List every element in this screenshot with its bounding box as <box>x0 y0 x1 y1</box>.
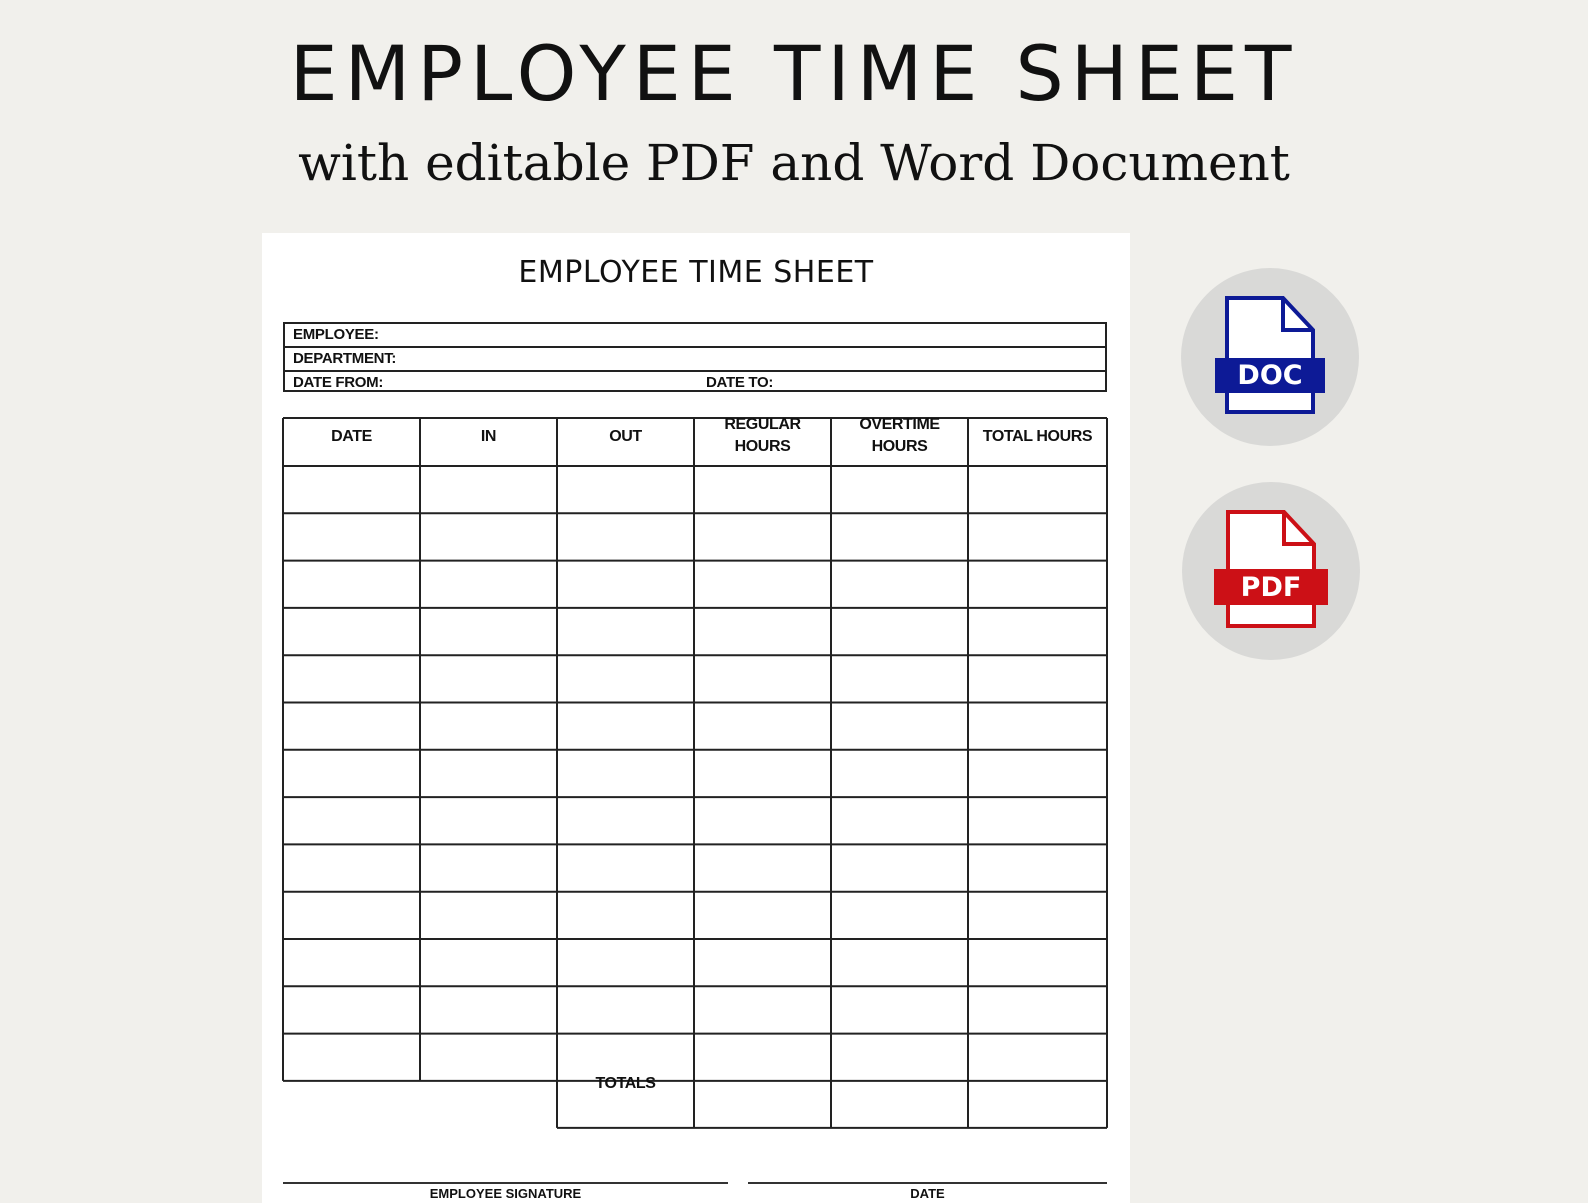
table-cell[interactable] <box>284 987 419 1032</box>
table-cell[interactable] <box>284 940 419 985</box>
employee-signature-label: EMPLOYEE SIGNATURE <box>429 1186 582 1201</box>
table-cell[interactable] <box>558 845 693 890</box>
col-header-overtime-line1: OVERTIME <box>859 416 940 433</box>
table-cell[interactable] <box>832 656 967 701</box>
department-label: DEPARTMENT: <box>293 350 397 367</box>
employee-label: EMPLOYEE: <box>293 326 379 343</box>
table-cell[interactable] <box>284 656 419 701</box>
totals-cell[interactable] <box>832 1082 967 1127</box>
table-cell[interactable] <box>421 1035 556 1080</box>
table-cell[interactable] <box>969 467 1106 512</box>
table-cell[interactable] <box>695 987 830 1032</box>
table-cell[interactable] <box>969 893 1106 938</box>
signature-date-line[interactable] <box>748 1182 1107 1184</box>
col-header-regular-line2: HOURS <box>734 438 791 455</box>
table-cell[interactable] <box>969 987 1106 1032</box>
table-cell[interactable] <box>969 751 1106 796</box>
table-cell[interactable] <box>832 467 967 512</box>
table-cell[interactable] <box>832 562 967 607</box>
table-cell[interactable] <box>695 893 830 938</box>
table-cell[interactable] <box>695 798 830 843</box>
table-cell[interactable] <box>832 609 967 654</box>
table-cell[interactable] <box>421 845 556 890</box>
table-cell[interactable] <box>284 893 419 938</box>
table-cell[interactable] <box>558 893 693 938</box>
table-cell[interactable] <box>832 1035 967 1080</box>
table-cell[interactable] <box>421 656 556 701</box>
table-cell[interactable] <box>695 751 830 796</box>
table-cell[interactable] <box>832 893 967 938</box>
col-header-in: IN <box>480 428 497 445</box>
table-cell[interactable] <box>558 467 693 512</box>
table-cell[interactable] <box>695 467 830 512</box>
table-cell[interactable] <box>284 1035 419 1080</box>
table-cell[interactable] <box>969 1035 1106 1080</box>
table-cell[interactable] <box>695 562 830 607</box>
table-cell[interactable] <box>284 467 419 512</box>
timesheet-page <box>262 233 1130 1203</box>
table-cell[interactable] <box>284 514 419 559</box>
table-cell[interactable] <box>558 514 693 559</box>
table-cell[interactable] <box>695 1035 830 1080</box>
table-cell[interactable] <box>832 798 967 843</box>
table-cell[interactable] <box>832 987 967 1032</box>
table-cell[interactable] <box>421 940 556 985</box>
date-to-label: DATE TO: <box>706 374 774 391</box>
hero-subtitle: with editable PDF and Word Document <box>298 134 1290 192</box>
table-cell[interactable] <box>695 656 830 701</box>
col-header-regular-hours <box>694 414 831 458</box>
table-cell[interactable] <box>421 751 556 796</box>
table-cell[interactable] <box>695 704 830 749</box>
table-cell[interactable] <box>832 751 967 796</box>
totals-label: TOTALS <box>595 1075 656 1092</box>
col-header-date: DATE <box>331 428 372 445</box>
table-cell[interactable] <box>558 1035 693 1080</box>
table-cell[interactable] <box>969 798 1106 843</box>
table-cell[interactable] <box>695 940 830 985</box>
date-from-label: DATE FROM: <box>293 374 384 391</box>
table-cell[interactable] <box>421 893 556 938</box>
time-table-grid <box>262 233 1130 1203</box>
table-cell[interactable] <box>832 845 967 890</box>
table-cell[interactable] <box>695 514 830 559</box>
doc-badge-label: DOC <box>1237 360 1303 391</box>
table-cell[interactable] <box>421 609 556 654</box>
table-cell[interactable] <box>558 798 693 843</box>
table-cell[interactable] <box>284 609 419 654</box>
table-cell[interactable] <box>284 798 419 843</box>
table-cell[interactable] <box>969 704 1106 749</box>
col-header-total-hours: TOTAL HOURS <box>982 428 1093 445</box>
table-cell[interactable] <box>558 987 693 1032</box>
pdf-badge-label: PDF <box>1240 572 1302 603</box>
table-cell[interactable] <box>969 845 1106 890</box>
table-cell[interactable] <box>832 704 967 749</box>
hero-title: EMPLOYEE TIME SHEET <box>289 29 1299 118</box>
table-cell[interactable] <box>558 609 693 654</box>
table-cell[interactable] <box>558 704 693 749</box>
table-cell[interactable] <box>558 562 693 607</box>
signature-date-label: DATE <box>910 1186 945 1201</box>
table-cell[interactable] <box>969 656 1106 701</box>
table-cell[interactable] <box>558 751 693 796</box>
col-header-out: OUT <box>609 428 642 445</box>
table-cell[interactable] <box>421 704 556 749</box>
employee-signature-line[interactable] <box>283 1182 728 1184</box>
doc-badge[interactable] <box>1181 268 1359 446</box>
table-cell[interactable] <box>421 987 556 1032</box>
table-cell[interactable] <box>421 514 556 559</box>
sheet-title: EMPLOYEE TIME SHEET <box>518 255 874 290</box>
table-cell[interactable] <box>969 940 1106 985</box>
totals-cell[interactable] <box>969 1082 1106 1127</box>
col-header-overtime-line2: HOURS <box>871 438 928 455</box>
pdf-badge[interactable] <box>1182 482 1360 660</box>
table-cell[interactable] <box>421 798 556 843</box>
col-header-overtime-hours <box>831 414 968 458</box>
table-cell[interactable] <box>284 845 419 890</box>
table-cell[interactable] <box>695 609 830 654</box>
table-cell[interactable] <box>832 514 967 559</box>
table-cell[interactable] <box>558 940 693 985</box>
table-cell[interactable] <box>969 609 1106 654</box>
table-cell[interactable] <box>695 845 830 890</box>
col-header-regular-line1: REGULAR <box>724 416 801 433</box>
table-cell[interactable] <box>284 704 419 749</box>
table-cell[interactable] <box>284 751 419 796</box>
table-cell[interactable] <box>969 514 1106 559</box>
pdf-file-icon <box>1182 482 1360 660</box>
table-cell[interactable] <box>284 562 419 607</box>
table-cell[interactable] <box>421 467 556 512</box>
doc-file-icon <box>1181 268 1359 446</box>
table-cell[interactable] <box>969 562 1106 607</box>
totals-cell[interactable] <box>695 1082 830 1127</box>
table-cell[interactable] <box>421 562 556 607</box>
table-cell[interactable] <box>832 940 967 985</box>
table-cell[interactable] <box>558 656 693 701</box>
